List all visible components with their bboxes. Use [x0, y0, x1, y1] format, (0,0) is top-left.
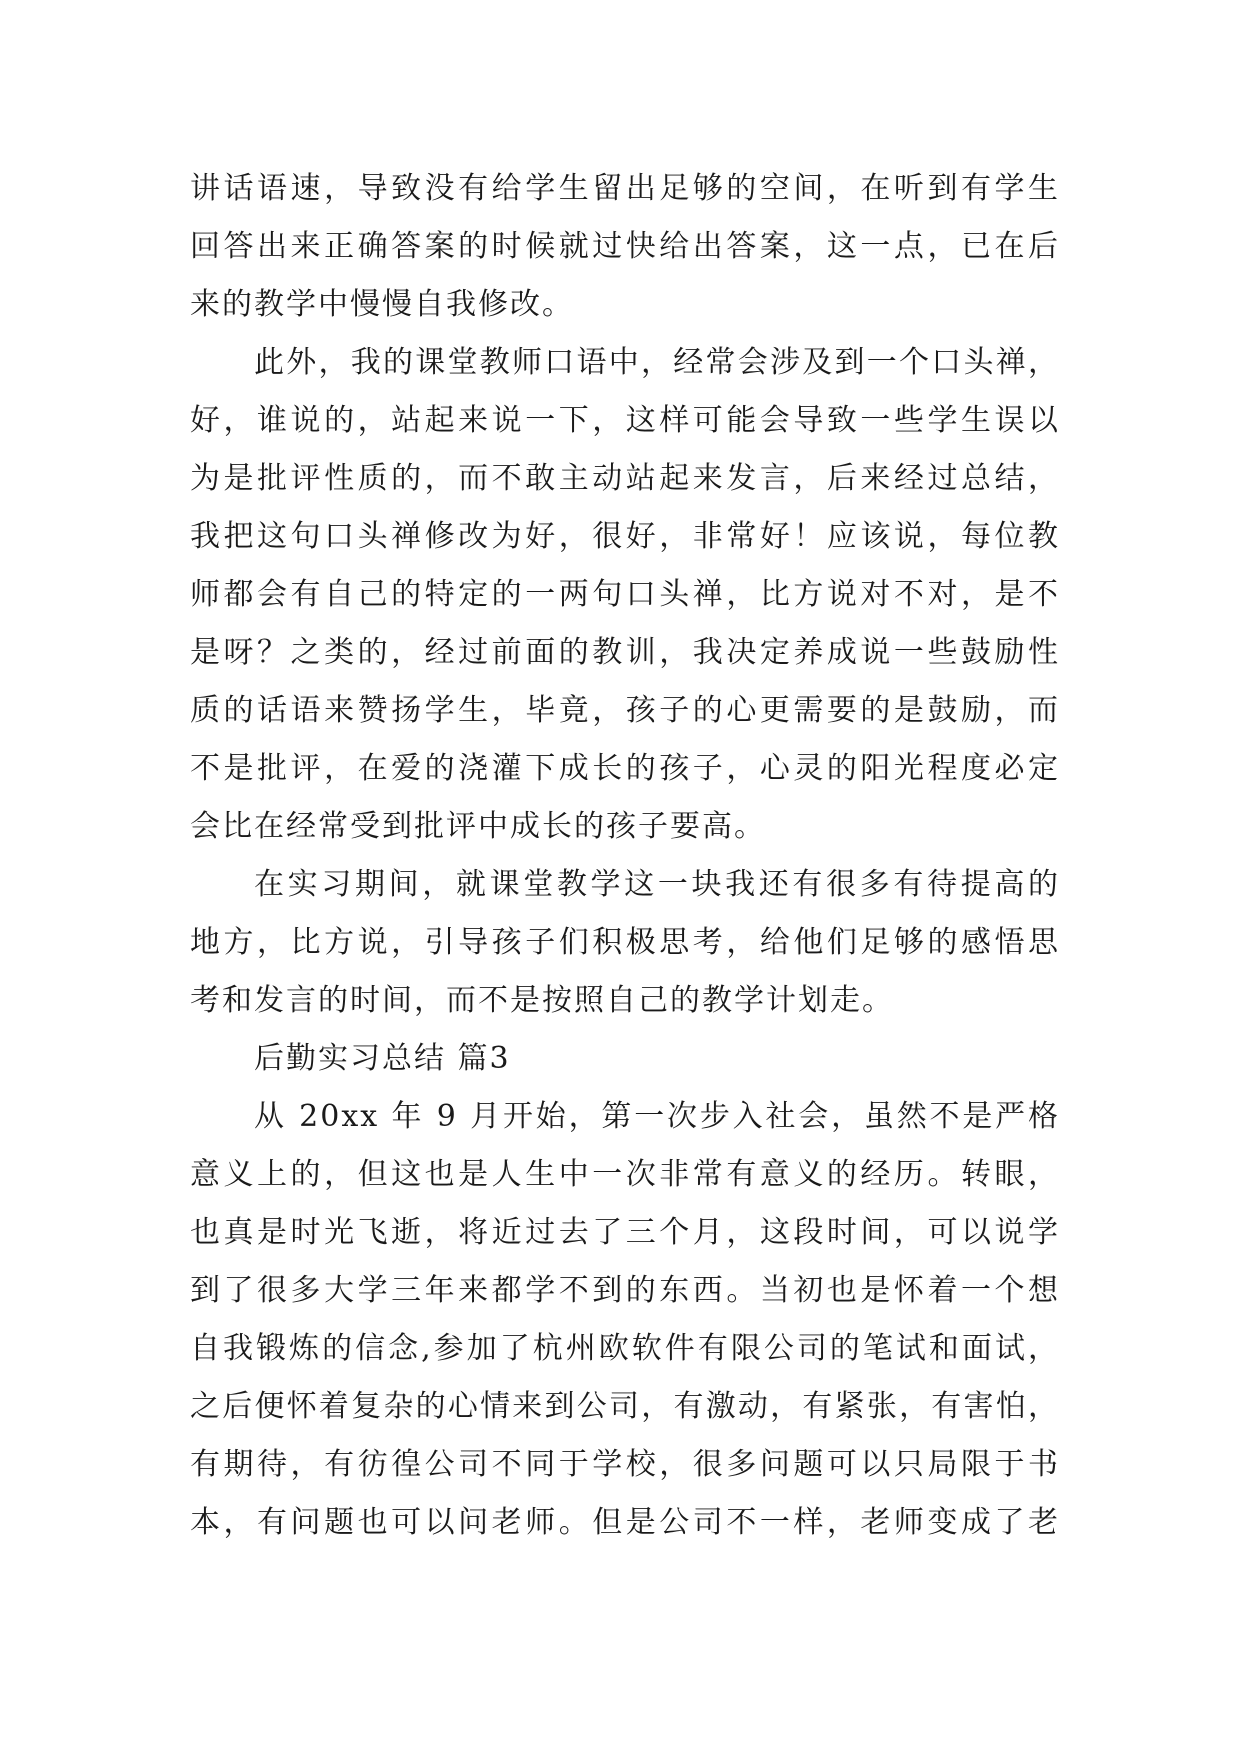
text-line: 回答出来正确答案的时候就过快给出答案，这一点，已在后: [190, 229, 1060, 264]
document-body: [190, 160, 1060, 1552]
text-line: 我把这句口头禅修改为好，很好，非常好！应该说，每位教: [190, 519, 1060, 554]
text-line: 从 20xx 年 9 月开始，第一次步入社会，虽然不是严格: [254, 1099, 1060, 1134]
heading-text: 后勤实习总结 篇3: [254, 1041, 511, 1076]
text-line: 讲话语速，导致没有给学生留出足够的空间，在听到有学生: [190, 171, 1060, 206]
text-line: 考和发言的时间，而不是按照自己的教学计划走。: [190, 983, 894, 1018]
text-line: 不是批评，在爱的浇灌下成长的孩子，心灵的阳光程度必定: [190, 751, 1060, 786]
paragraph-1: [190, 160, 1060, 334]
text-line: 来的教学中慢慢自我修改。: [190, 287, 574, 322]
text-line: 在实习期间，就课堂教学这一块我还有很多有待提高的: [254, 867, 1060, 902]
text-line: 到了很多大学三年来都学不到的东西。当初也是怀着一个想: [190, 1273, 1060, 1308]
paragraph-3: [190, 856, 1060, 1030]
text-line: 也真是时光飞逝，将近过去了三个月，这段时间，可以说学: [190, 1215, 1060, 1250]
text-line: 地方，比方说，引导孩子们积极思考，给他们足够的感悟思: [190, 925, 1060, 960]
paragraph-4: [190, 1088, 1060, 1552]
text-line: 之后便怀着复杂的心情来到公司，有激动，有紧张，有害怕，: [190, 1389, 1060, 1424]
text-line: 会比在经常受到批评中成长的孩子要高。: [190, 809, 766, 844]
text-line: 质的话语来赞扬学生，毕竟，孩子的心更需要的是鼓励，而: [190, 693, 1060, 728]
text-line: 好，谁说的，站起来说一下，这样可能会导致一些学生误以: [190, 403, 1060, 438]
section-heading: [190, 1030, 1060, 1088]
text-line: 意义上的，但这也是人生中一次非常有意义的经历。转眼，: [190, 1157, 1060, 1192]
text-line: 是呀？之类的，经过前面的教训，我决定养成说一些鼓励性: [190, 635, 1060, 670]
text-line: 此外，我的课堂教师口语中，经常会涉及到一个口头禅，: [254, 345, 1060, 380]
paragraph-2: [190, 334, 1060, 856]
text-line: 有期待，有彷徨公司不同于学校，很多问题可以只局限于书: [190, 1447, 1060, 1482]
text-line: 自我锻炼的信念,参加了杭州欧软件有限公司的笔试和面试，: [190, 1331, 1060, 1366]
text-line: 本，有问题也可以问老师。但是公司不一样，老师变成了老: [190, 1505, 1060, 1540]
text-line: 为是批评性质的，而不敢主动站起来发言，后来经过总结，: [190, 461, 1060, 496]
text-line: 师都会有自己的特定的一两句口头禅，比方说对不对，是不: [190, 577, 1060, 612]
